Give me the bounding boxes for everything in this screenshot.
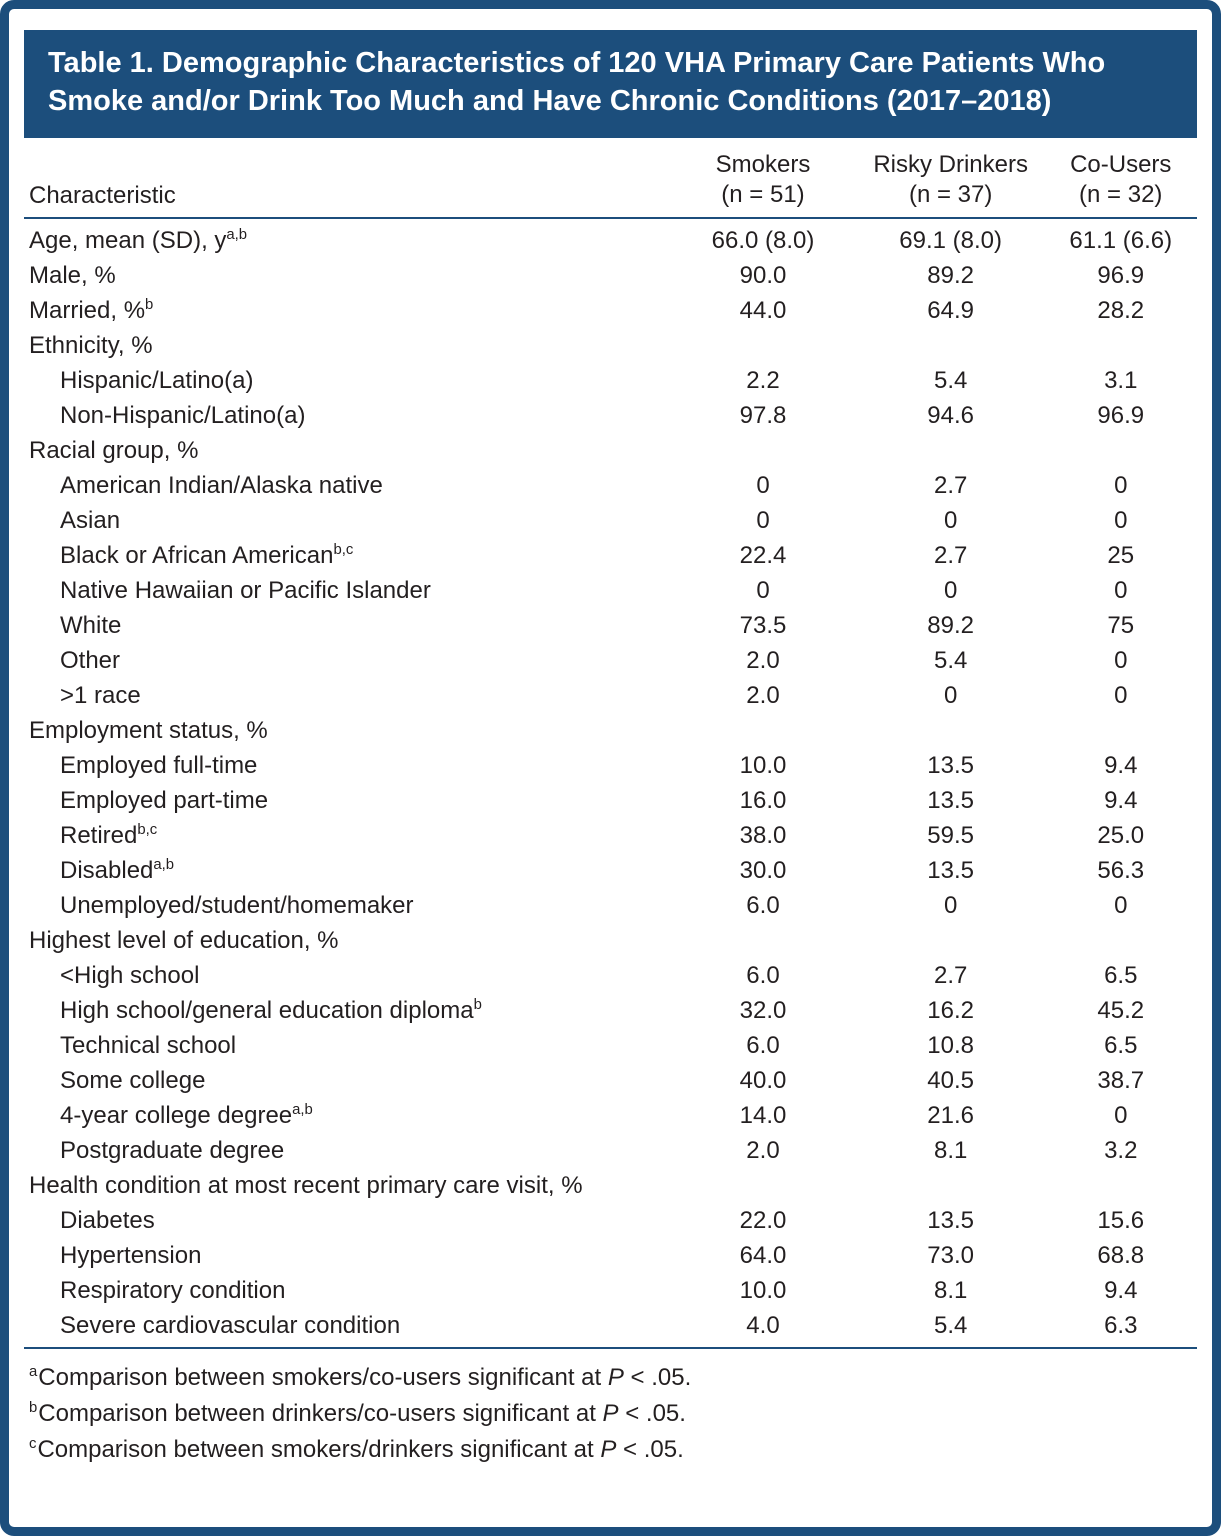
footnote-text: < .05. [623, 1364, 692, 1391]
table-row [24, 1028, 1197, 1063]
value-co-users: 9.4 [1104, 787, 1138, 814]
row-label: Technical school [60, 1032, 237, 1059]
row-label: Male, % [29, 262, 116, 289]
row-label: Postgraduate degree [60, 1137, 285, 1164]
row-characteristic-cell [24, 1168, 669, 1203]
value-risky-drinkers: 73.0 [927, 1242, 975, 1269]
table-row [24, 1308, 1197, 1348]
value-co-users: 3.2 [1104, 1137, 1138, 1164]
footnote-text: Comparison between smokers/drinkers significant at [37, 1436, 601, 1463]
row-characteristic-cell [24, 713, 669, 748]
value-risky-drinkers: 13.5 [927, 857, 975, 884]
row-characteristic-cell [24, 398, 669, 433]
value-smokers: 6.0 [746, 892, 780, 919]
row-label: Non-Hispanic/Latino(a) [60, 402, 306, 429]
value-smokers: 0 [756, 577, 770, 604]
row-label: Ethnicity, % [29, 332, 153, 359]
row-label: Some college [60, 1067, 206, 1094]
value-co-users: 25.0 [1097, 822, 1145, 849]
row-characteristic-cell [24, 1238, 669, 1273]
value-smokers: 38.0 [739, 822, 787, 849]
row-characteristic-cell [24, 1308, 669, 1348]
value-risky-drinkers: 89.2 [927, 612, 975, 639]
row-label: Hypertension [60, 1242, 202, 1269]
table-row [24, 958, 1197, 993]
value-risky-drinkers: 13.5 [927, 787, 975, 814]
row-label: American Indian/Alaska native [60, 472, 383, 499]
value-co-users: 9.4 [1104, 1277, 1138, 1304]
column-label: Co-Users [1070, 151, 1172, 178]
value-smokers [669, 328, 857, 363]
table-row [24, 818, 1197, 853]
value-risky-drinkers: 16.2 [927, 997, 975, 1024]
table-row [24, 1133, 1197, 1168]
table-row [24, 1273, 1197, 1308]
value-risky-drinkers: 13.5 [927, 1207, 975, 1234]
value-smokers: 6.0 [746, 962, 780, 989]
row-label: Married, % [29, 297, 146, 324]
value-co-users: 61.1 (6.6) [1069, 227, 1173, 254]
value-risky-drinkers: 5.4 [933, 367, 968, 394]
value-risky-drinkers: 8.1 [933, 1137, 968, 1164]
row-label: Disabled [60, 857, 154, 884]
row-characteristic-cell [24, 608, 669, 643]
value-smokers [669, 1168, 857, 1203]
value-risky-drinkers [857, 713, 1045, 748]
column-label: Smokers [715, 151, 811, 178]
row-characteristic-cell [24, 1028, 669, 1063]
value-smokers [669, 713, 857, 748]
value-risky-drinkers: 2.7 [933, 472, 968, 499]
demographics-table [24, 144, 1197, 1349]
value-risky-drinkers: 0 [943, 682, 958, 709]
value-co-users [1045, 433, 1198, 468]
value-co-users: 6.5 [1104, 1032, 1138, 1059]
row-characteristic-cell [24, 328, 669, 363]
column-n: (n = 51) [721, 181, 805, 208]
table-row [24, 608, 1197, 643]
table-row [24, 713, 1197, 748]
table-row [24, 678, 1197, 713]
column-n: (n = 37) [908, 181, 993, 208]
value-risky-drinkers: 13.5 [927, 752, 975, 779]
value-co-users: 15.6 [1097, 1207, 1145, 1234]
value-risky-drinkers: 69.1 (8.0) [899, 227, 1003, 254]
value-co-users: 56.3 [1097, 857, 1145, 884]
table-title-banner [24, 30, 1197, 138]
value-co-users: 0 [1114, 577, 1128, 604]
row-label: >1 race [60, 682, 141, 709]
value-smokers: 10.0 [739, 1277, 787, 1304]
header-row [24, 144, 1197, 218]
value-smokers: 22.4 [739, 542, 787, 569]
column-header-risky-drinkers [857, 144, 1045, 218]
value-smokers: 32.0 [739, 997, 787, 1024]
table-row [24, 573, 1197, 608]
value-risky-drinkers: 2.7 [933, 962, 968, 989]
row-label: Age, mean (SD), y [29, 227, 227, 254]
value-smokers: 2.0 [746, 647, 780, 674]
row-label: Retired [60, 822, 138, 849]
table-row [24, 643, 1197, 678]
row-label: Employed part-time [60, 787, 269, 814]
table-row [24, 468, 1197, 503]
table-row [24, 503, 1197, 538]
value-smokers: 16.0 [739, 787, 787, 814]
value-co-users: 0 [1114, 892, 1128, 919]
table-row [24, 888, 1197, 923]
row-label: 4-year college degree [60, 1102, 293, 1129]
table-header [24, 144, 1197, 218]
row-characteristic-cell [24, 958, 669, 993]
value-smokers: 4.0 [669, 1308, 857, 1348]
footnote-p-symbol: P [600, 1436, 617, 1463]
row-characteristic-cell [24, 853, 669, 888]
column-header-smokers [669, 144, 857, 218]
value-co-users [1045, 328, 1198, 363]
value-co-users: 3.1 [1104, 367, 1138, 394]
footnote-p-symbol: P [602, 1400, 619, 1427]
value-co-users: 75 [1107, 612, 1135, 639]
footnote-b [29, 1396, 1192, 1432]
table-row [24, 293, 1197, 328]
column-n: (n = 32) [1079, 181, 1163, 208]
value-risky-drinkers [857, 1168, 1045, 1203]
table-row [24, 1168, 1197, 1203]
value-co-users: 0 [1114, 682, 1128, 709]
row-footnote-marker: b [145, 297, 154, 313]
table-body [24, 218, 1197, 1348]
value-smokers: 2.2 [746, 367, 780, 394]
row-label: Diabetes [60, 1207, 155, 1234]
table-row [24, 923, 1197, 958]
value-smokers [669, 923, 857, 958]
value-co-users: 0 [1114, 647, 1128, 674]
row-characteristic-cell [24, 433, 669, 468]
row-footnote-marker: a,b [292, 1102, 313, 1118]
row-characteristic-cell [24, 503, 669, 538]
value-smokers: 64.0 [739, 1242, 787, 1269]
value-risky-drinkers: 40.5 [927, 1067, 975, 1094]
value-smokers: 90.0 [739, 262, 787, 289]
value-co-users: 96.9 [1097, 402, 1145, 429]
row-footnote-marker: b [473, 997, 482, 1013]
value-risky-drinkers [857, 328, 1045, 363]
table-row [24, 363, 1197, 398]
row-label: Black or African American [60, 542, 334, 569]
value-co-users: 0 [1114, 1102, 1128, 1129]
value-smokers: 2.0 [746, 682, 780, 709]
table-row [24, 398, 1197, 433]
row-characteristic-cell [24, 1063, 669, 1098]
table-row [24, 1063, 1197, 1098]
value-co-users: 28.2 [1097, 297, 1145, 324]
table-title: Table 1. Demographic Characteristics of 120 VHA Primary Care Patients Who Smoke and/or Drink Too Much and Have Chronic Conditions (2017–2018) [48, 47, 1106, 117]
row-footnote-marker: a,b [153, 857, 175, 873]
row-label: Racial group, % [29, 437, 199, 464]
table-row [24, 853, 1197, 888]
table-row [24, 1238, 1197, 1273]
footnote-c [29, 1432, 1192, 1468]
value-smokers: 73.5 [739, 612, 787, 639]
table-row [24, 993, 1197, 1028]
table-row [24, 1203, 1197, 1238]
row-label: Hispanic/Latino(a) [60, 367, 254, 394]
value-smokers: 2.0 [746, 1137, 780, 1164]
footnote-marker: a [29, 1364, 38, 1380]
value-smokers: 30.0 [739, 857, 787, 884]
table-row [24, 258, 1197, 293]
row-characteristic-cell [24, 783, 669, 818]
value-risky-drinkers: 64.9 [927, 297, 975, 324]
value-risky-drinkers: 0 [943, 507, 958, 534]
row-footnote-marker: a,b [226, 227, 248, 243]
row-label: Severe cardiovascular condition [60, 1312, 401, 1339]
value-smokers: 66.0 (8.0) [711, 227, 815, 254]
row-characteristic-cell [24, 538, 669, 573]
footnote-a [29, 1360, 1192, 1396]
value-risky-drinkers: 94.6 [927, 402, 975, 429]
value-smokers: 0 [756, 507, 770, 534]
table-row [24, 783, 1197, 818]
row-characteristic-cell [24, 993, 669, 1028]
row-characteristic-cell [24, 363, 669, 398]
value-risky-drinkers: 0 [943, 577, 958, 604]
value-smokers: 14.0 [739, 1102, 787, 1129]
value-risky-drinkers: 0 [943, 892, 958, 919]
value-co-users: 25 [1107, 542, 1135, 569]
row-characteristic-cell [24, 888, 669, 923]
value-smokers: 44.0 [739, 297, 787, 324]
row-label: Asian [60, 507, 121, 534]
value-risky-drinkers: 8.1 [933, 1277, 968, 1304]
value-co-users: 0 [1114, 472, 1128, 499]
value-co-users: 6.3 [1045, 1308, 1198, 1348]
footnote-text: Comparison between drinkers/co-users significant at [38, 1400, 603, 1427]
row-footnote-marker: b,c [137, 822, 158, 838]
row-label: Unemployed/student/homemaker [60, 892, 414, 919]
value-smokers: 0 [756, 472, 770, 499]
row-characteristic-cell [24, 643, 669, 678]
value-smokers: 40.0 [739, 1067, 787, 1094]
row-label: Employed full-time [60, 752, 258, 779]
row-characteristic-cell [24, 818, 669, 853]
value-co-users: 38.7 [1097, 1067, 1145, 1094]
footnotes [24, 1349, 1197, 1468]
footnote-text: < .05. [618, 1400, 686, 1427]
row-characteristic-cell [24, 678, 669, 713]
row-characteristic-cell [24, 573, 669, 608]
row-characteristic-cell [24, 1098, 669, 1133]
value-co-users: 68.8 [1097, 1242, 1145, 1269]
row-label: High school/general education diploma [60, 997, 474, 1024]
value-smokers: 22.0 [739, 1207, 787, 1234]
footnote-marker: b [29, 1400, 38, 1416]
row-characteristic-cell [24, 748, 669, 783]
table-row [24, 538, 1197, 573]
footnote-text: < .05. [616, 1436, 684, 1463]
value-co-users [1045, 923, 1198, 958]
value-risky-drinkers: 5.4 [857, 1308, 1045, 1348]
column-header-co-users [1045, 144, 1198, 218]
row-characteristic-cell [24, 1273, 669, 1308]
table-row [24, 1098, 1197, 1133]
value-smokers: 10.0 [739, 752, 787, 779]
table-row [24, 748, 1197, 783]
value-co-users: 96.9 [1097, 262, 1145, 289]
value-co-users: 6.5 [1104, 962, 1138, 989]
row-label: <High school [60, 962, 200, 989]
value-risky-drinkers: 5.4 [933, 647, 968, 674]
row-characteristic-cell [24, 923, 669, 958]
value-risky-drinkers: 2.7 [933, 542, 968, 569]
row-characteristic-cell [24, 293, 669, 328]
footnote-p-symbol: P [607, 1364, 624, 1391]
row-label: Native Hawaiian or Pacific Islander [60, 577, 431, 604]
value-risky-drinkers: 59.5 [927, 822, 975, 849]
column-header-characteristic: Characteristic [24, 144, 669, 218]
row-characteristic-cell [24, 258, 669, 293]
value-risky-drinkers: 10.8 [927, 1032, 975, 1059]
row-characteristic-cell [24, 468, 669, 503]
value-risky-drinkers: 89.2 [927, 262, 975, 289]
table-row [24, 328, 1197, 363]
row-label: White [60, 612, 122, 639]
row-characteristic-cell [24, 1203, 669, 1238]
row-characteristic-cell [24, 218, 669, 258]
row-label: Respiratory condition [60, 1277, 286, 1304]
value-risky-drinkers [857, 923, 1045, 958]
footnote-marker: c [29, 1436, 37, 1452]
row-characteristic-cell [24, 1133, 669, 1168]
value-co-users [1045, 1168, 1198, 1203]
row-label: Health condition at most recent primary care visit, % [29, 1172, 583, 1199]
value-smokers: 6.0 [746, 1032, 780, 1059]
footnote-text: Comparison between smokers/co-users significant at [38, 1364, 608, 1391]
row-footnote-marker: b,c [333, 542, 354, 558]
table-row [24, 218, 1197, 258]
value-co-users [1045, 713, 1198, 748]
row-label: Other [60, 647, 121, 674]
value-smokers: 97.8 [739, 402, 787, 429]
value-co-users: 45.2 [1097, 997, 1145, 1024]
value-co-users: 0 [1114, 507, 1128, 534]
row-label: Employment status, % [29, 717, 268, 744]
value-smokers [669, 433, 857, 468]
column-label: Risky Drinkers [873, 151, 1028, 178]
value-risky-drinkers [857, 433, 1045, 468]
value-co-users: 9.4 [1104, 752, 1138, 779]
row-label: Highest level of education, % [29, 927, 339, 954]
value-risky-drinkers: 21.6 [927, 1102, 975, 1129]
table-row [24, 433, 1197, 468]
